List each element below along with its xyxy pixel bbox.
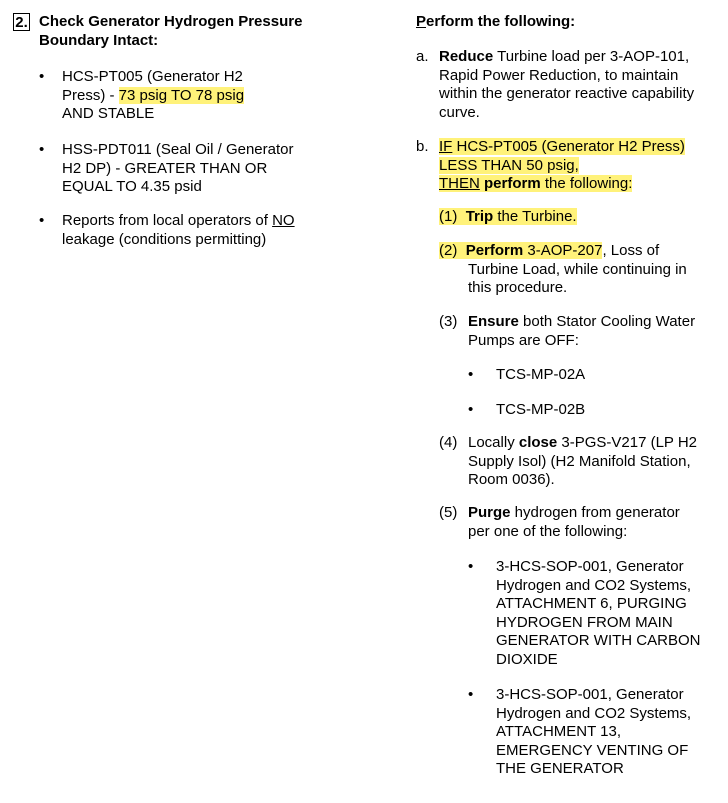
bullet-icon: • — [468, 366, 474, 383]
step-title — [39, 13, 302, 50]
step-title-line2: Boundary Intact: — [39, 31, 159, 49]
purge-option-line: THE GENERATOR — [496, 760, 624, 777]
purge-option-line: GENERATOR WITH CARBON — [496, 632, 701, 649]
substep-3-text: both Stator Cooling Water — [518, 313, 696, 330]
pump-item: TCS-MP-02A — [496, 366, 586, 383]
trip-verb: Trip — [465, 208, 494, 225]
perform-heading-initial: P — [416, 13, 427, 30]
action-a-line: Turbine load per 3-AOP-101, — [493, 48, 690, 65]
step-number: 2. — [13, 13, 30, 31]
condition-pressure — [62, 68, 244, 124]
action-a-verb: Reduce — [439, 48, 494, 65]
substep-3-line: Pumps are OFF: — [468, 331, 579, 349]
substep-5 — [468, 504, 680, 541]
bullet-icon: • — [39, 68, 45, 85]
action-b-line: HCS-PT005 (Generator H2 Press) — [452, 138, 685, 155]
substep-3 — [468, 313, 695, 350]
purge-verb: Purge — [468, 504, 511, 521]
bullet-icon: • — [468, 686, 474, 703]
purge-option-line: EMERGENCY VENTING OF — [496, 741, 689, 759]
condition-line: EQUAL TO 4.35 psid — [62, 178, 202, 195]
no-underlined: NO — [272, 212, 295, 229]
condition-line: leakage (conditions permitting) — [62, 230, 267, 248]
purge-option-line: ATTACHMENT 6, PURGING — [496, 595, 687, 612]
condition-line: HSS-PDT011 (Seal Oil / Generator — [62, 141, 294, 158]
purge-option-line: 3-HCS-SOP-001, Generator — [496, 686, 684, 703]
substep-2 — [439, 242, 659, 261]
action-a — [439, 48, 694, 122]
pump-item: TCS-MP-02B — [496, 401, 586, 418]
condition-seal-oil — [62, 141, 293, 197]
purge-option-line: DIOXIDE — [496, 650, 558, 668]
condition-line: Press) - — [62, 86, 119, 104]
condition-line: HCS-PT005 (Generator H2 — [62, 68, 243, 85]
substep-1-text: the Turbine. — [493, 208, 577, 225]
perform-heading-text: erform the following: — [426, 13, 576, 30]
substep-1-num: (1) — [439, 208, 458, 225]
substep-4-text: 3-PGS-V217 (LP H2 — [557, 434, 698, 451]
purge-option-line: HYDROGEN FROM MAIN — [496, 613, 673, 631]
then-keyword: THEN — [439, 175, 480, 192]
bullet-icon: • — [39, 212, 45, 229]
close-verb: close — [518, 434, 558, 451]
substep-1 — [439, 208, 577, 227]
purge-option-line: Hydrogen and CO2 Systems, — [496, 704, 692, 722]
pressure-range-highlight: 73 psig TO 78 psig — [118, 86, 245, 104]
bullet-icon: • — [39, 141, 45, 158]
purge-option-1 — [496, 558, 700, 669]
substep-4-line: Supply Isol) (H2 Manifold Station, — [468, 452, 691, 470]
aop-207-ref: 3-AOP-207 — [523, 242, 603, 259]
condition-line: Reports from local operators of — [62, 212, 273, 229]
substep-4-num: (4) — [439, 434, 458, 451]
purge-option-2 — [496, 686, 691, 779]
action-a-line: within the generator reactive capability — [439, 85, 695, 102]
bullet-icon: • — [468, 401, 474, 418]
if-keyword: IF — [439, 138, 453, 155]
action-b-line: LESS THAN 50 psig, — [439, 156, 579, 174]
condition-line: H2 DP) - GREATER THAN OR — [62, 159, 268, 177]
substep-5-text: hydrogen from generator — [510, 504, 680, 521]
ensure-verb: Ensure — [468, 313, 519, 330]
substep-2-line: this procedure. — [468, 279, 568, 296]
perform-verb: Perform — [465, 242, 524, 259]
action-a-label: a. — [416, 48, 429, 65]
substep-2-text: , Loss of — [602, 242, 660, 259]
perform-heading — [416, 13, 575, 32]
step-title-line1: Check Generator Hydrogen Pressure — [39, 13, 303, 30]
substep-3-num: (3) — [439, 313, 458, 330]
substep-2-line: Turbine Load, while continuing in — [468, 260, 687, 278]
action-a-line: curve. — [439, 103, 480, 121]
substep-5-line: per one of the following: — [468, 522, 628, 540]
substep-4-text: Locally — [468, 434, 519, 451]
substep-5-num: (5) — [439, 504, 458, 521]
condition-leakage — [62, 212, 295, 249]
purge-option-line: ATTACHMENT 13, — [496, 723, 622, 740]
substep-4 — [468, 434, 697, 490]
substep-4-line: Room 0036). — [468, 471, 555, 488]
perform-verb: perform — [479, 175, 541, 192]
bullet-icon: • — [468, 558, 474, 575]
purge-option-line: 3-HCS-SOP-001, Generator — [496, 558, 684, 575]
action-b — [439, 138, 685, 194]
purge-option-line: Hydrogen and CO2 Systems, — [496, 576, 692, 594]
action-b-label: b. — [416, 138, 429, 155]
action-a-line: Rapid Power Reduction, to maintain — [439, 66, 679, 84]
action-b-line: the following: — [540, 175, 633, 192]
condition-line: AND STABLE — [62, 105, 155, 122]
substep-2-num: (2) — [439, 242, 458, 259]
substep-2-cont — [468, 261, 687, 298]
